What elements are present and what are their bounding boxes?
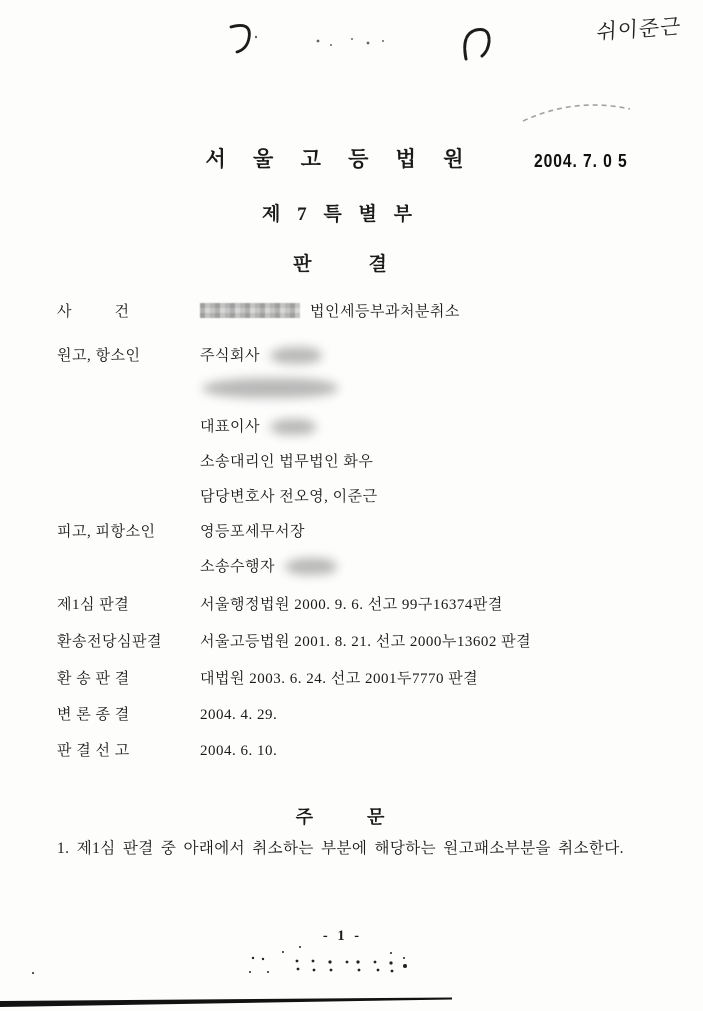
redacted-officer-name [285,558,337,575]
row-value: 영등포세무서장 [200,524,305,540]
redacted-company-name [270,347,322,364]
row-value: 소송대리인 법무법인 화우 [200,454,374,470]
row-label: 환송전당심판결 [57,634,162,650]
row-hearing-closed [57,705,677,725]
row-label: 환 송 판 결 [57,671,130,687]
row-label: 제1심 판결 [57,597,130,613]
row-value: 2004. 6. 10. [200,743,278,759]
court-name: 서 울 고 등 법 원 [205,147,475,171]
row-label: 원고, 항소인 [57,348,141,364]
order-heading: 주 문 [295,807,385,827]
row-plaintiff-address [57,377,677,398]
row-value: 2004. 4. 29. [200,707,278,723]
scan-noise-dots-top [255,36,384,46]
row-value: 서울고등법원 2001. 8. 21. 선고 2000누13602 판결 [200,634,532,650]
row-litigation-officer [57,557,677,577]
row-case [57,302,677,322]
redacted-case-number [200,303,300,318]
page-edge-shadow [0,998,452,1008]
row-value: 대법원 2003. 6. 24. 선고 2001두7770 판결 [200,671,479,687]
row-value: 법인세등부과처분취소 [310,304,460,320]
row-defendant [57,522,677,542]
document-type-title: 판 결 [293,254,387,275]
redacted-address [202,378,338,398]
row-value: 주식회사 [200,348,260,364]
row-remand-judgment [57,669,677,689]
row-plaintiff [57,346,677,366]
row-label: 피고, 피항소인 [57,524,156,540]
faded-stamp-arc [523,105,630,121]
order-item-1: 1. 제1심 판결 중 아래에서 취소하는 부분에 해당하는 원고패소부분을 취소한다. [57,840,624,857]
row-value: 담당변호사 전오영, 이준근 [200,489,378,505]
court-division: 제 7 특 별 부 [262,204,418,225]
page-number: - 1 - [322,928,363,944]
row-value: 소송수행자 [200,559,275,575]
row-judgment-date [57,741,677,761]
scan-noise-dots-footer [32,946,407,974]
scan-mark-hook-left [231,25,249,52]
row-counsel [57,452,677,472]
row-value: 서울행정법원 2000. 9. 6. 선고 99구16374판결 [200,597,503,613]
row-pre-remand-judgment [57,632,677,652]
row-representative [57,417,677,437]
row-value: 대표이사 [200,419,260,435]
scan-mark-hook-middle [465,30,489,60]
handwritten-note: 쉬이준근 [596,14,682,45]
row-label: 변 론 종 결 [57,707,130,723]
redacted-representative-name [270,419,316,435]
row-label: 사 건 [57,304,130,320]
received-date-stamp: 2004. 7. 0 5 [534,151,628,172]
row-label: 판 결 선 고 [57,743,130,759]
row-first-instance [57,595,677,615]
row-attorneys [57,487,677,507]
